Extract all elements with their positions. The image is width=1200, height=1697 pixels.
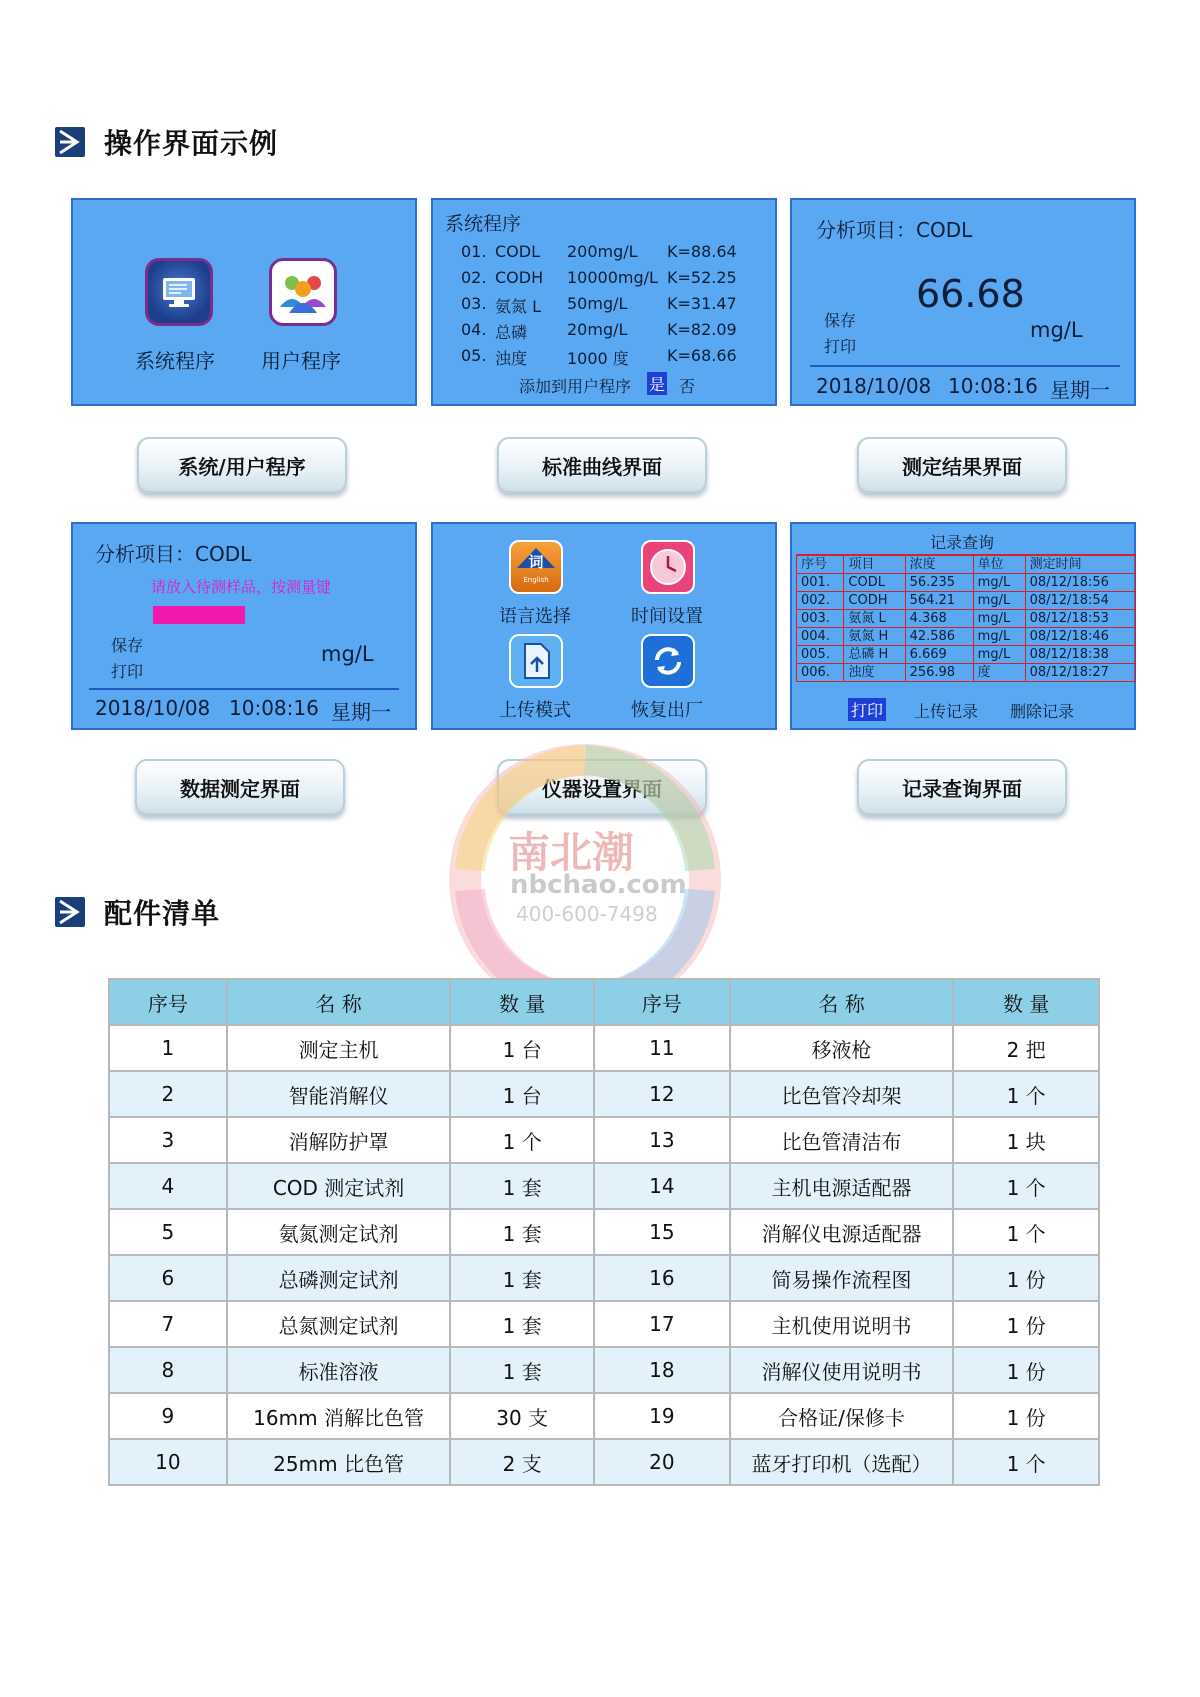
table-row: 2 智能消解仪 1 台 12 比色管冷却架 1 个 (109, 1071, 1099, 1117)
table-row: 7 总氮测定试剂 1 套 17 主机使用说明书 1 份 (109, 1301, 1099, 1347)
print-option[interactable]: 打印 (824, 337, 857, 356)
analysis-item: 分析项目：CODL (95, 542, 252, 566)
analysis-item: 分析项目：CODL (816, 218, 973, 242)
system-program-label: 系统程序 (135, 349, 215, 373)
time: 10:08:16 (948, 374, 1038, 398)
caption-records: 记录查询界面 (857, 759, 1067, 815)
date: 2018/10/08 (95, 696, 211, 720)
svg-text:词: 词 (528, 553, 544, 571)
table-row: 6 总磷测定试剂 1 套 16 简易操作流程图 1 份 (109, 1255, 1099, 1301)
add-to-user-program-prompt: 添加到用户程序 (519, 377, 632, 396)
table-row[interactable]: 002. CODH 564.21 mg/L 08/12/18:54 (797, 592, 1136, 610)
caption-result: 测定结果界面 (857, 437, 1067, 493)
panel-measure (71, 522, 417, 730)
yes-option[interactable]: 是 (647, 372, 667, 395)
time: 10:08:16 (229, 696, 319, 720)
language-icon[interactable] (509, 540, 563, 594)
divider (89, 688, 399, 690)
table-row: 3 消解防护罩 1 个 13 比色管清洁布 1 块 (109, 1117, 1099, 1163)
table-row: 5 氨氮测定试剂 1 套 15 消解仪电源适配器 1 个 (109, 1209, 1099, 1255)
reset-icon[interactable] (641, 634, 695, 688)
table-header-row: 序号 项目 浓度 单位 测定时间 (797, 555, 1136, 574)
divider (810, 365, 1120, 367)
delete-record-button[interactable]: 删除记录 (1010, 702, 1075, 721)
caption-settings: 仪器设置界面 (497, 759, 707, 815)
section-arrow-icon (55, 897, 85, 927)
panel-settings (431, 522, 777, 730)
table-row[interactable]: 003. 氨氮 L 4.368 mg/L 08/12/18:53 (797, 610, 1136, 628)
panel-standard-curve: 系统程序 01. CODL 200mg/L K=88.64 02. CODH 10000mg/L K=52.25 03. 氨氮 L 50mg/L K=31.47 04. 总磷 20mg/L K=82.09 05. 浊度 1000 度 K=68.66 添加到用户程序 是 否 (431, 198, 777, 406)
panel-sys-user (71, 198, 417, 406)
watermark-domain: nbchao.com (510, 870, 687, 900)
section-title-operation: 操作界面示例 (104, 127, 279, 160)
table-header-row: 序号 名 称 数 量 序号 名 称 数 量 (109, 979, 1099, 1025)
panel-result (790, 198, 1136, 406)
section-arrow-icon (55, 127, 85, 157)
weekday: 星期一 (1050, 378, 1110, 402)
table-row[interactable]: 005. 总磷 H 6.669 mg/L 08/12/18:38 (797, 646, 1136, 664)
caption-sys-user: 系统/用户程序 (137, 437, 347, 493)
measure-prompt: 请放入待测样品，按测量键 (151, 578, 332, 596)
table-row: 10 25mm 比色管 2 支 20 蓝牙打印机（选配） 1 个 (109, 1439, 1099, 1485)
result-unit: mg/L (1030, 318, 1083, 342)
no-option[interactable]: 否 (679, 377, 696, 396)
watermark-phone: 400-600-7498 (516, 902, 658, 926)
section-title-accessories: 配件清单 (104, 897, 221, 930)
records-title: 记录查询 (930, 533, 995, 552)
upload-record-button[interactable]: 上传记录 (914, 702, 979, 721)
table-row: 9 16mm 消解比色管 30 支 19 合格证/保修卡 1 份 (109, 1393, 1099, 1439)
weekday: 星期一 (331, 700, 391, 724)
table-row: 8 标准溶液 1 套 18 消解仪使用说明书 1 份 (109, 1347, 1099, 1393)
save-option[interactable]: 保存 (111, 636, 144, 655)
caption-standard-curve: 标准曲线界面 (497, 437, 707, 493)
panel-records (790, 522, 1136, 730)
panel-title: 系统程序 (445, 213, 522, 235)
table-row: 4 COD 测定试剂 1 套 14 主机电源适配器 1 个 (109, 1163, 1099, 1209)
user-program-label: 用户程序 (261, 349, 341, 373)
print-option[interactable]: 打印 (111, 662, 144, 681)
caption-measure: 数据测定界面 (135, 759, 345, 815)
result-value: 66.68 (916, 272, 1025, 316)
accessories-table (108, 978, 1100, 1486)
progress-bar (153, 606, 245, 624)
upload-file-icon[interactable] (509, 634, 563, 688)
print-record-button[interactable]: 打印 (848, 698, 886, 721)
table-row[interactable]: 001. CODL 56.235 mg/L 08/12/18:56 (797, 574, 1136, 592)
clock-icon[interactable] (641, 540, 695, 594)
records-table (796, 554, 1136, 682)
date: 2018/10/08 (816, 374, 932, 398)
table-row: 1 测定主机 1 台 11 移液枪 2 把 (109, 1025, 1099, 1071)
table-row[interactable]: 006. 浊度 256.98 度 08/12/18:27 (797, 664, 1136, 682)
time-setting-label: 时间设置 (631, 606, 703, 627)
factory-reset-label: 恢复出厂 (631, 700, 703, 721)
upload-mode-label: 上传模式 (499, 700, 571, 721)
watermark-brand: 南北潮 (508, 828, 635, 877)
measure-unit: mg/L (321, 642, 374, 666)
language-select-label: 语言选择 (499, 606, 571, 627)
users-icon[interactable] (269, 258, 337, 326)
monitor-icon[interactable] (145, 258, 213, 326)
table-row[interactable]: 004. 氨氮 H 42.586 mg/L 08/12/18:46 (797, 628, 1136, 646)
svg-text:English: English (523, 576, 549, 584)
save-option[interactable]: 保存 (824, 311, 857, 330)
